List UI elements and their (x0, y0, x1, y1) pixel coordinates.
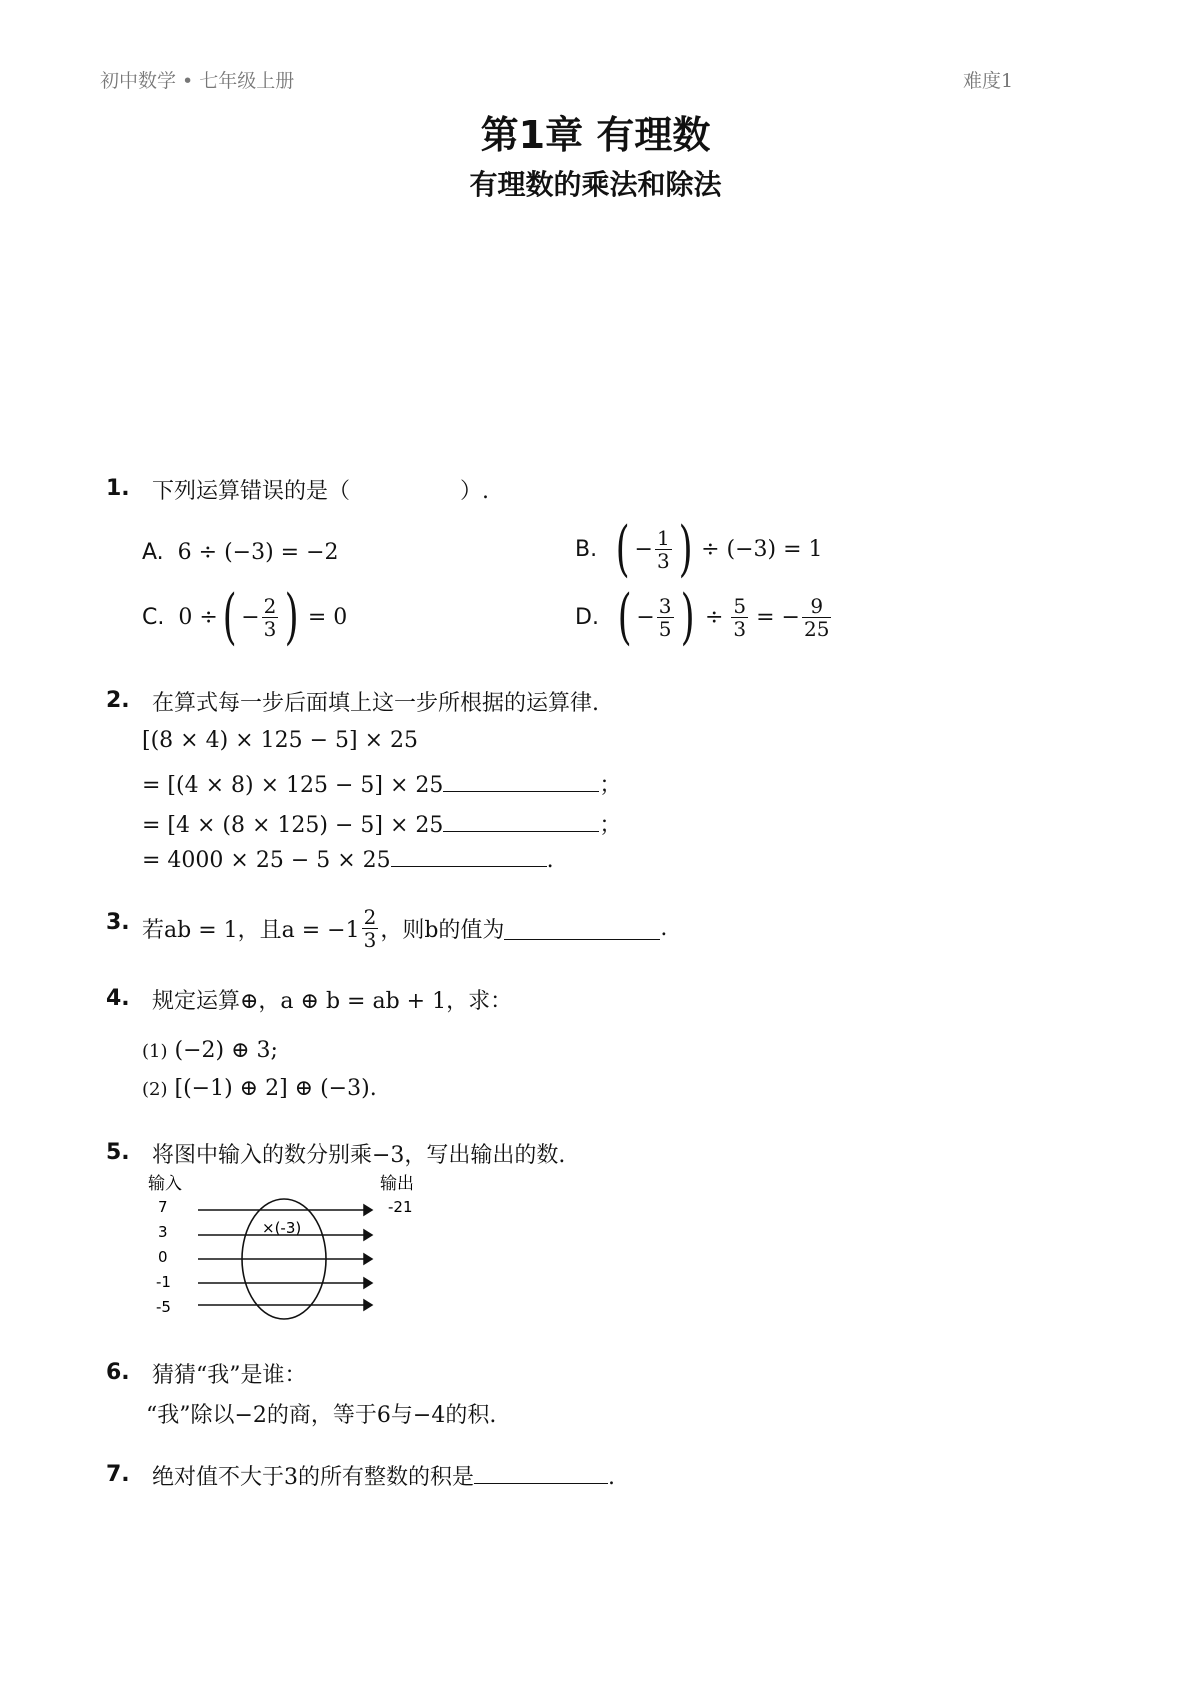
fraction-denominator: 3 (656, 548, 670, 573)
left-paren: ( (615, 514, 630, 584)
input-value: 0 (158, 1248, 168, 1266)
q2-line-2: = [(4 × 8) × 125 − 5] × 25 (142, 773, 444, 798)
output-label: 输出 (380, 1174, 414, 1194)
q1-stem: 下列运算错误的是（ ）. (152, 479, 489, 504)
input-value: -1 (156, 1273, 171, 1291)
fraction-denominator: 3 (363, 927, 377, 952)
q3-fraction (362, 906, 379, 951)
option-b-fraction (655, 527, 672, 572)
part-label: (1) (142, 1041, 168, 1062)
header-right: 难度1 (963, 70, 1014, 92)
q7-number: 7. (106, 1462, 130, 1487)
answer-blank[interactable] (504, 917, 660, 940)
input-value: 7 (158, 1198, 168, 1216)
input-value: -5 (156, 1298, 171, 1316)
fraction-numerator: 1 (656, 525, 670, 550)
part-label: (2) (142, 1079, 168, 1100)
fraction-numerator: 2 (263, 593, 277, 618)
fraction-denominator: 5 (658, 616, 672, 641)
q6-line: “我”除以−2的商，等于6与−4的积. (146, 1403, 497, 1428)
fraction-numerator: 2 (363, 904, 377, 929)
q4-part-1 (142, 1038, 278, 1063)
q4-number: 4. (106, 986, 130, 1011)
fraction-numerator: 9 (810, 593, 824, 618)
part-expr: [(−1) ⊕ 2] ⊕ (−3). (174, 1076, 377, 1101)
option-c-neg: − (241, 604, 260, 630)
answer-blank[interactable] (391, 866, 547, 867)
answer-blank[interactable] (443, 831, 599, 832)
option-c-pre: 0 ÷ (178, 604, 218, 630)
option-a-label: A. (142, 539, 164, 565)
q2-line-3: = [4 × (8 × 125) − 5] × 25 (142, 813, 444, 838)
fraction-numerator: 3 (658, 593, 672, 618)
option-d-fraction-3 (802, 595, 831, 640)
q7-stem: 绝对值不大于3的所有整数的积是 (152, 1465, 474, 1490)
q2-sep: ； (599, 773, 622, 798)
q3-row (142, 898, 667, 958)
q3-number: 3. (106, 910, 130, 935)
option-d-div: ÷ (704, 604, 724, 630)
option-d-fraction-2 (731, 595, 748, 640)
input-value: 3 (158, 1223, 168, 1241)
chapter-title: 第1章 有理数 (480, 113, 711, 157)
fraction-denominator: 3 (733, 616, 747, 641)
fraction-denominator: 3 (263, 616, 277, 641)
output-value: -21 (388, 1198, 413, 1216)
q5-stem: 将图中输入的数分别乘−3，写出输出的数. (152, 1143, 566, 1168)
q2-end: . (546, 848, 554, 873)
answer-blank[interactable] (474, 1461, 608, 1484)
q4-part-2 (142, 1076, 377, 1101)
option-b-neg: − (634, 536, 653, 562)
option-b-rest: ÷ (−3) = 1 (701, 536, 823, 562)
q2-sep: ； (599, 813, 622, 838)
q4-stem: 规定运算⊕，a ⊕ b = ab + 1，求： (152, 989, 513, 1014)
q6-number: 6. (106, 1360, 130, 1385)
right-paren: ) (678, 514, 693, 584)
header-left: 初中数学 • 七年级上册 (100, 70, 295, 92)
part-expr: (−2) ⊕ 3; (174, 1038, 278, 1063)
right-paren: ) (680, 582, 695, 652)
left-paren: ( (617, 582, 632, 652)
q5-number: 5. (106, 1140, 130, 1165)
option-d-neg: − (636, 604, 655, 630)
q2-line-4-row (142, 848, 554, 873)
option-b-label: B. (575, 536, 598, 562)
option-d-eq: = − (756, 604, 800, 630)
answer-blank[interactable] (443, 791, 599, 792)
q2-line-3-row (142, 808, 621, 839)
fraction-numerator: 5 (733, 593, 747, 618)
right-paren: ) (285, 582, 300, 652)
option-d-fraction-1 (657, 595, 674, 640)
q2-number: 2. (106, 688, 130, 713)
q1-option-b (575, 514, 823, 584)
q7-row (152, 1460, 615, 1491)
q3-pre: 若ab = 1，且a = −1 (142, 917, 360, 943)
option-c-label: C. (142, 604, 165, 630)
operator-label: ×(-3) (262, 1219, 302, 1237)
q2-stem: 在算式每一步后面填上这一步所根据的运算律. (152, 691, 599, 716)
q2-line-4: = 4000 × 25 − 5 × 25 (142, 848, 391, 873)
q3-post: ，则b的值为 (380, 917, 505, 943)
q6-stem: 猜猜“我”是谁： (152, 1363, 307, 1388)
option-d-label: D. (575, 604, 599, 630)
q2-line-1: [(8 × 4) × 125 − 5] × 25 (142, 728, 418, 753)
q2-line-2-row (142, 768, 621, 799)
q3-end: . (660, 915, 668, 941)
fraction-denominator: 25 (804, 616, 830, 641)
option-a-expr: 6 ÷ (−3) = −2 (177, 539, 339, 565)
section-subtitle: 有理数的乘法和除法 (469, 168, 722, 201)
option-c-fraction (262, 595, 279, 640)
input-label: 输入 (148, 1174, 182, 1194)
q1-number: 1. (106, 476, 130, 501)
q1-option-a (142, 532, 339, 572)
left-paren: ( (222, 582, 237, 652)
multiply-machine-diagram (140, 1165, 440, 1325)
q7-end: . (608, 1465, 615, 1490)
option-c-rest: = 0 (307, 604, 348, 630)
q1-option-c (142, 582, 348, 652)
q1-option-d (575, 582, 833, 652)
